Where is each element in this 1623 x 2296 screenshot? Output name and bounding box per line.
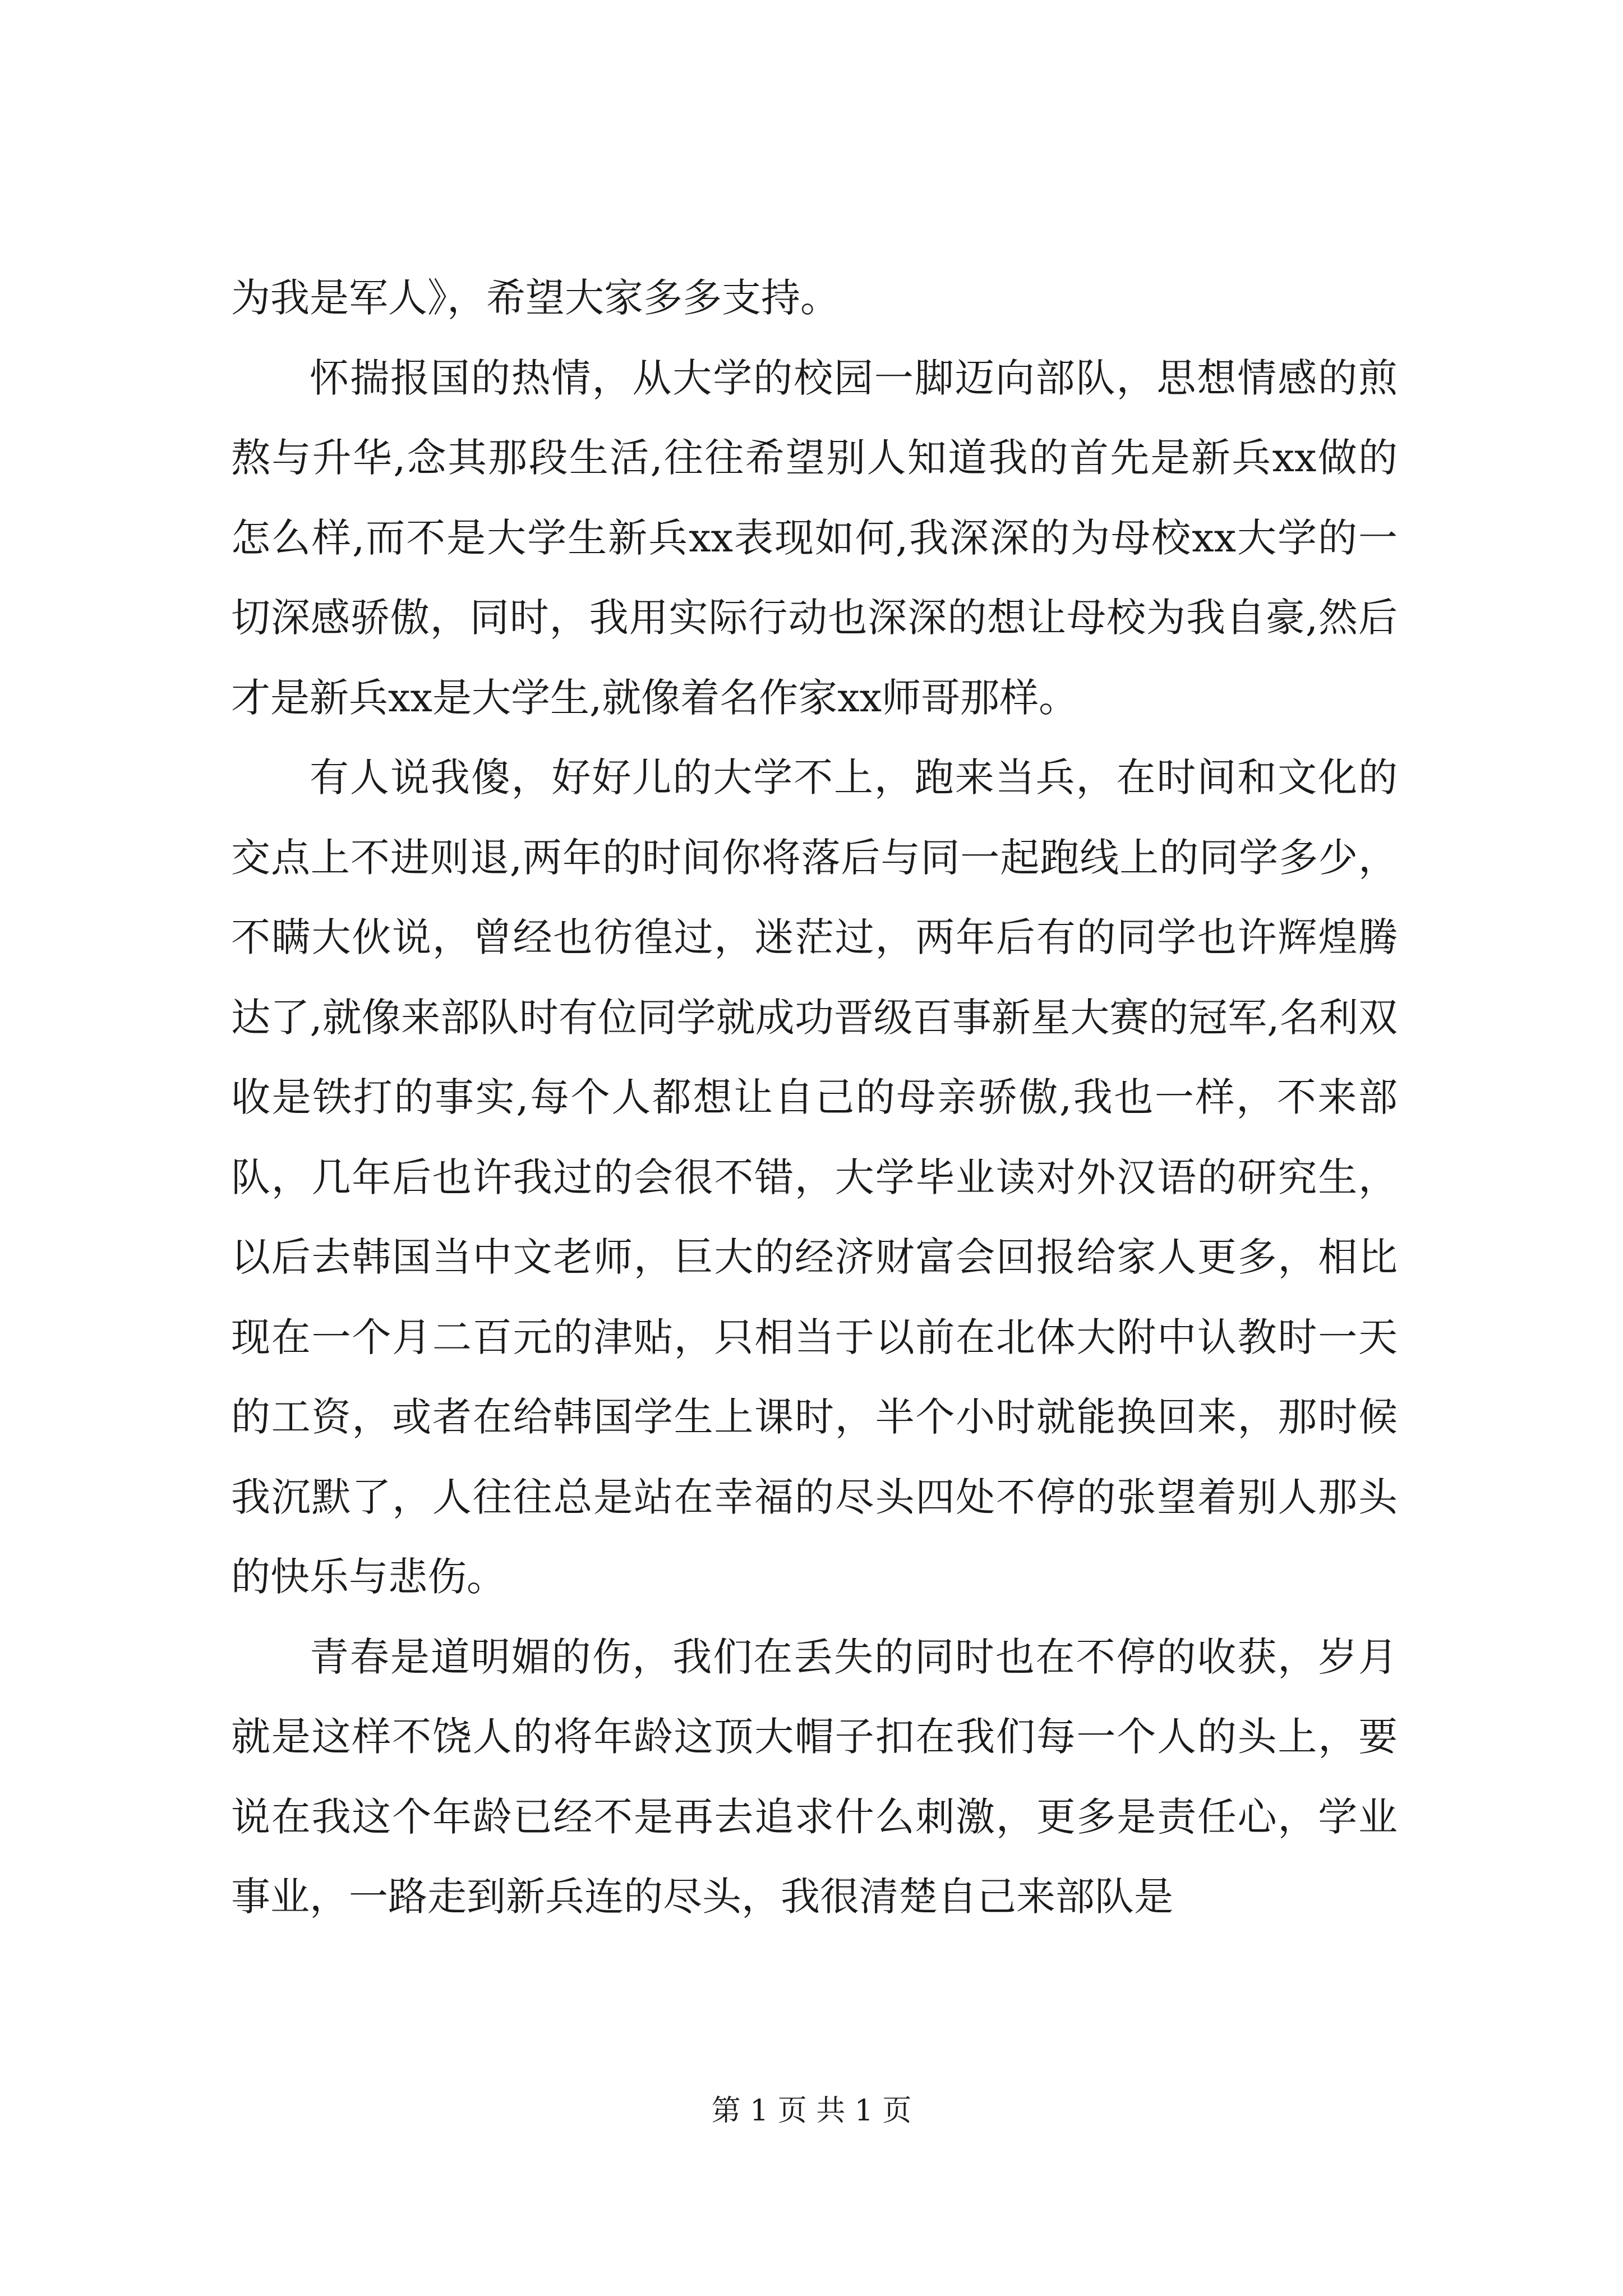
page-footer (0, 2091, 1623, 2131)
page-number-label: 第 1 页 共 1 页 (711, 2094, 912, 2128)
paragraph-4: 青春是道明媚的伤，我们在丢失的同时也在不停的收获，岁月就是这样不饶人的将年龄这顶大帽子扣在我们每一个人的头上，要说在我这个年龄已经不是再去追求什么刺激，更多是责任心，学业事业，一路走到新兵连的尽头，我很清楚自己来部队是 (231, 1634, 1398, 1920)
paragraph-2: 怀揣报国的热情，从大学的校园一脚迈向部队，思想情感的煎熬与升华,念其那段生活,往往希望别人知道我的首先是新兵xx做的怎么样,而不是大学生新兵xx表现如何,我深深的为母校xx大学的一切深感骄傲，同时，我用实际行动也深深的想让母校为我自豪,然后才是新兵xx是大学生,就像着名作家xx师哥那样。 (231, 355, 1398, 721)
paragraph-3: 有人说我傻，好好儿的大学不上，跑来当兵，在时间和文化的交点上不进则退,两年的时间你将落后与同一起跑线上的同学多少，不瞒大伙说，曾经也彷徨过，迷茫过，两年后有的同学也许辉煌腾达了,就像来部队时有位同学就成功晋级百事新星大赛的冠军,名利双收是铁打的事实,每个人都想让自己的母亲骄傲,我也一样，不来部队，几年后也许我过的会很不错，大学毕业读对外汉语的研究生，以后去韩国当中文老师，巨大的经济财富会回报给家人更多，相比现在一个月二百元的津贴，只相当于以前在北体大附中认教时一天的工资，或者在给韩国学生上课时，半个小时就能换回来，那时候我沉默了，人往往总是站在幸福的尽头四处不停的张望着别人那头的快乐与悲伤。 (231, 754, 1398, 1600)
paragraph-continuation: 为我是军人》，希望大家多多支持。 (231, 275, 840, 321)
document-body (231, 258, 1398, 1937)
